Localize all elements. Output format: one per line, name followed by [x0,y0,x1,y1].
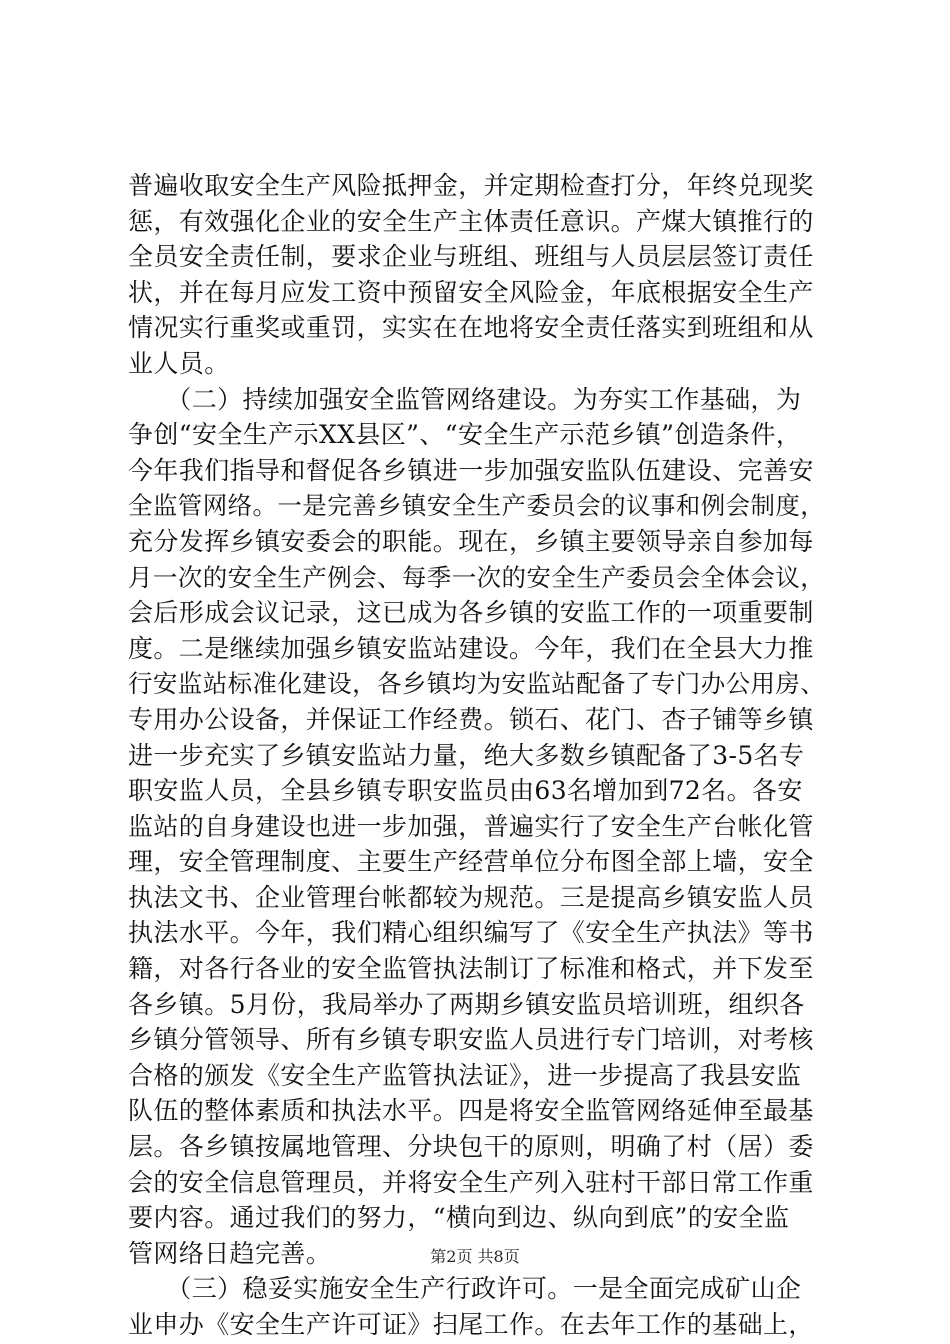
text-line: 度。二是继续加强乡镇安监站建设。今年，我们在全县大力推 [128,633,814,663]
text-line: 业人员。 [128,348,230,378]
text-line: 籍，对各行各业的安全监管执法制订了标准和格式，并下发至 [128,954,814,984]
text-line: 充分发挥乡镇安委会的职能。现在，乡镇主要领导亲自参加每 [128,526,814,556]
text-line: 业申办《安全生产许可证》扫尾工作。在去年工作的基础上， [128,1310,814,1339]
text-line: 状，并在每月应发工资中预留安全风险金，年底根据安全生产 [128,277,814,307]
text-line: 行安监站标准化建设，各乡镇均为安监站配备了专门办公用房、 [128,669,826,699]
text-line: 合格的颁发《安全生产监管执法证》，进一步提高了我县安监 [128,1060,802,1090]
text-line: 今年我们指导和督促各乡镇进一步加强安监队伍建设、完善安 [128,455,814,485]
text-line: 乡镇分管领导、所有乡镇专职安监人员进行专门培训，对考核 [128,1025,814,1055]
text-line: 要内容。通过我们的努力，“横向到边、纵向到底”的安全监 [128,1203,790,1233]
text-line: 会的安全信息管理员，并将安全生产列入驻村干部日常工作重 [128,1167,814,1197]
text-line: （三）稳妥实施安全生产行政许可。一是全面完成矿山企 [128,1274,802,1304]
text-line: 进一步充实了乡镇安监站力量，绝大多数乡镇配备了3-5名专 [128,740,805,770]
page-footer: 第2页 共8页 [430,1247,520,1266]
text-line: 争创“安全生产示XX县区”、“安全生产示范乡镇”创造条件， [128,420,802,450]
text-line: 专用办公设备，并保证工作经费。锁石、花门、杏子铺等乡镇 [128,704,814,734]
text-line: 惩，有效强化企业的安全生产主体责任意识。产煤大镇推行的 [128,206,814,236]
text-line: 普遍收取安全生产风险抵押金，并定期检查打分，年终兑现奖 [128,171,814,200]
text-line: 月一次的安全生产例会、每季一次的安全生产委员会全体会议， [128,562,826,592]
text-line: 层。各乡镇按属地管理、分块包干的原则，明确了村（居）委 [128,1132,814,1162]
text-line: 执法文书、企业管理台帐都较为规范。三是提高乡镇安监人员 [128,882,814,912]
text-line: 队伍的整体素质和执法水平。四是将安全监管网络延伸至最基 [128,1096,814,1126]
text-line: 全监管网络。一是完善乡镇安全生产委员会的议事和例会制度， [128,491,826,521]
text-line: 理，安全管理制度、主要生产经营单位分布图全部上墙，安全 [128,847,814,877]
text-line: 职安监人员，全县乡镇专职安监员由63名增加到72名。各安 [128,776,803,806]
text-line: 执法水平。今年，我们精心组织编写了《安全生产执法》等书 [128,918,814,948]
text-line: 情况实行重奖或重罚，实实在在地将安全责任落实到班组和从 [128,313,814,343]
document-body [128,168,828,1343]
text-line: 会后形成会议记录，这已成为各乡镇的安监工作的一项重要制 [128,598,814,628]
text-line: 各乡镇。5月份，我局举办了两期乡镇安监员培训班，组织各 [128,989,805,1019]
text-line: 监站的自身建设也进一步加强，普遍实行了安全生产台帐化管 [128,811,814,841]
text-line: 全员安全责任制，要求企业与班组、班组与人员层层签订责任 [128,242,814,272]
text-line: （二）持续加强安全监管网络建设。为夯实工作基础，为 [128,384,802,414]
text-line: 管网络日趋完善。 [128,1238,332,1268]
